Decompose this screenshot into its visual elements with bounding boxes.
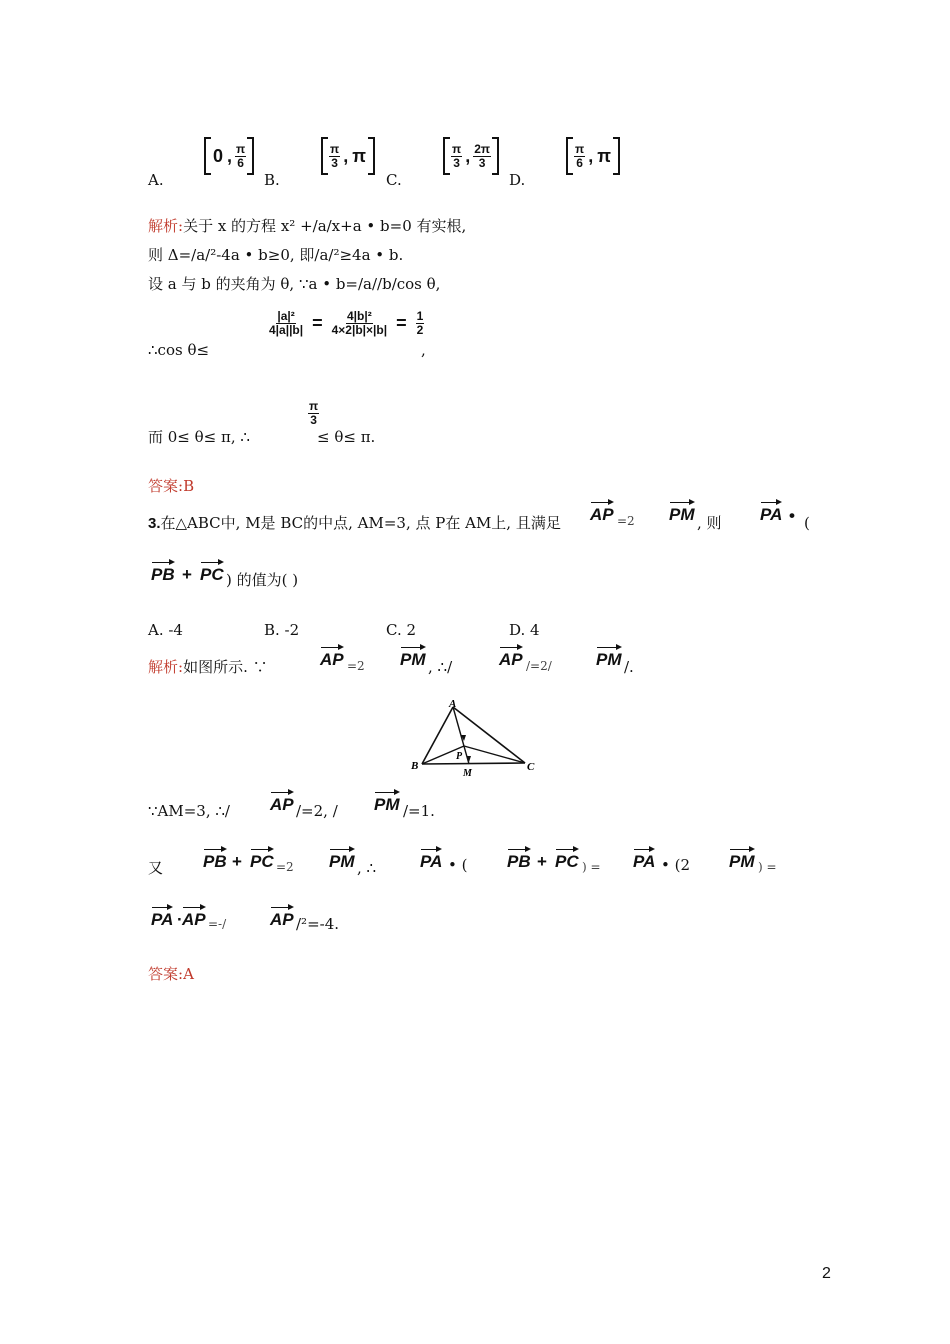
q2-answer: 答案:B [148,477,195,495]
vector-pa-4: PA [151,910,173,930]
vector-pc: PC [200,565,224,585]
page-number: 2 [822,1265,831,1282]
plus-2: + [232,852,242,871]
label-c: C [527,761,535,773]
sol-therefore: , ∴/ [428,658,453,676]
q3-line3g: ) = [758,860,777,874]
q3-line2c: /=1. [403,802,435,820]
sol-end: /. [624,658,634,676]
q3-option-a: A. -4 [148,621,183,639]
q2-comma: , [421,341,426,359]
vector-ap-3: AP [499,650,523,670]
vector-pm-2: PM [400,650,426,670]
vector-ap-4: AP [270,795,294,815]
option-c-interval: $\frac{\pi}{3}$ , $\frac{2\pi}{3}$ [443,137,499,175]
vector-pm: PM [669,505,695,525]
option-d-interval: $\frac{\pi}{6}$ , π [566,137,620,175]
vector-pb-3: PB [507,852,531,872]
option-b-interval: $\frac{\pi}{3}$ , π [321,137,375,175]
vector-pm-5: PM [329,852,355,872]
label-m: M [463,768,472,779]
q2-fraction-chain: $\frac{\text{|a|²}}{4|a||b|}$ = $\frac{\text{4|b|²}}{4\times 2|b|\times|b|}$ = $\frac{1}{2}$ [269,309,424,337]
q2-solution-line1: 解析:关于 x 的方程 x² +/a/x+a • b=0 有实根, [148,217,467,235]
q3-option-b: B. -2 [264,621,300,639]
q2-solution-line4-prefix: ∴cos θ≤ [148,341,210,359]
plus-symbol: + [182,565,192,584]
q3-line3d: • ( [448,856,468,874]
q3-line3e: ) = [582,860,601,874]
q3-solution-line1: 解析:如图所示. ∵ [148,658,268,676]
q3-line3b: =2 [276,860,294,874]
q3-stem-end: ) 的值为( ) [226,571,299,589]
q3-line3f: • (2 [661,856,691,874]
dot-product: · [177,910,183,929]
option-a-label: A. [148,171,164,189]
vector-pc-2: PC [250,852,274,872]
q2-line5-fraction: $\frac{\pi}{3}$ [309,399,319,427]
sol-eq-2: =2 [347,659,365,673]
q3-answer: 答案:A [148,965,194,983]
option-a-interval: 0 , $\frac{\pi}{6}$ [204,137,254,175]
q2-solution-line5a: 而 0≤ θ≤ π, ∴ [148,428,250,446]
q2-solution-line2: 则 Δ=/a/²-4a • b≥0, 即/a/²≥4a • b. [148,246,404,264]
vector-pm-3: PM [596,650,622,670]
q2-solution-line3: 设 a 与 b 的夹角为 θ, ∵a • b=/a//b/cos θ, [148,275,441,293]
vector-pc-3: PC [555,852,579,872]
q3-option-c: C. 2 [386,621,417,639]
vector-pa-2: PA [420,852,442,872]
vector-pb: PB [151,565,175,585]
vector-pb-2: PB [203,852,227,872]
q3-line3a: 又 [148,859,164,877]
then-text: , 则 [697,514,722,532]
vector-pa-3: PA [633,852,655,872]
vector-ap: AP [590,505,614,525]
q3-line2b: /=2, / [296,802,338,820]
paren-open: ( [804,514,810,532]
option-c-label: C. [386,171,402,189]
option-d-label: D. [509,171,526,189]
label-p: P [456,751,463,762]
vector-pa: PA [760,505,782,525]
q3-line4b: =-/ [208,917,227,931]
option-b-label: B. [264,171,280,189]
q3-stem: 3.在△ABC中, M是 BC的中点, AM=3, 点 P在 AM上, 且满足 [148,514,561,532]
vector-ap-6: AP [270,910,294,930]
q3-option-d: D. 4 [509,621,540,639]
vector-ap-5: AP [182,910,206,930]
vector-pm-6: PM [729,852,755,872]
triangle-figure [405,695,550,780]
label-a: A [449,698,457,710]
solution-label: 解析: [148,217,184,235]
q3-line3c: , ∴ [357,859,377,877]
q2-solution-line5b: ≤ θ≤ π. [317,428,376,446]
vector-pm-4: PM [374,795,400,815]
eq-2: =2 [617,514,635,528]
label-b: B [411,760,419,772]
dot-symbol: • [789,506,795,525]
q3-line4c: /²=-4. [296,915,340,933]
q3-line2a: ∵AM=3, ∴/ [148,802,230,820]
plus-3: + [537,852,547,871]
vector-ap-2: AP [320,650,344,670]
sol-eq-abs: /=2/ [526,659,552,673]
